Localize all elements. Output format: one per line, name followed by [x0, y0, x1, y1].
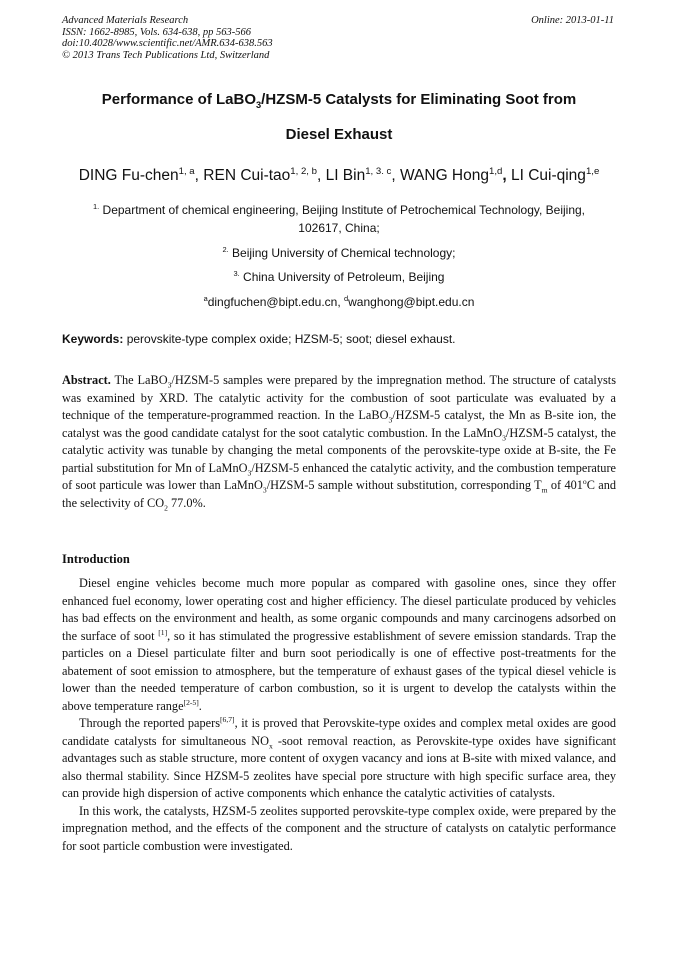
journal-name: Advanced Materials Research — [62, 15, 189, 26]
abstract: Abstract. The LaBO$_3$/HZSM-5 samples were prepared by the impregnation method. The structure of catalysts was examined by XRD. The catalytic activity for the combustion of soot particulate was evaluated by a technique of the temperature-programmed reaction. In the LaBO$_3$/HZSM-5 catalyst, the Mn as B-site ion, the catalyst was the good candidate catalyst for the soot catalytic combustion. In the LaMnO$_3$/HZSM-5 catalyst, the catalytic activity was tunable by changing the metal components of the perovskite-type oxide at B-site, the Fe partial substitution for Mn of LaMnO$_3$/HZSM-5 enhanced the catalytic activity, and the combustion temperature of soot particule was lower than LaMnO$_3$/HZSM-5 sample without substitution, corresponding $T_m$ of 401$^o$C and the selectivity of $CO_2$ 77.0%. — [62, 373, 617, 512]
online-date: Online: 2013-01-11 — [531, 15, 614, 26]
author: DING Fu-chen$^{1, a}$ — [78, 165, 195, 184]
author-list: DING Fu-chen$^{1, a}$, REN Cui-tao$^{1, 2, b}$, LI Bin$^{1, 3. c}$, WANG Hong$^{1,d}$, LI Cui-qing$^{1,e}$ — [78, 165, 600, 184]
section-heading-introduction: Introduction — [62, 552, 130, 566]
abstract-label: Abstract. — [62, 373, 111, 387]
email-link[interactable]: wanghong@bipt.edu.cn — [348, 295, 475, 309]
paragraph: Through the reported papers[6,7], it is proved that Perovskite-type oxides and complex metal oxides are good candidate catalysts for simultaneous $NO_x$ -soot removal reaction, as Perovskite-type oxides have significant advantages such as stable structure, more content of oxygen vacancy and ions at B-site with mixed valance, and also thermal stability. Since HZSM-5 zeolites have special pore structure with high specific surface area, they can provide high dispersion of active components which enhance the catalytic activities of catalysts. — [62, 714, 617, 800]
author: LI Bin$^{1, 3. c}$ — [325, 165, 392, 184]
author-emails: $^a$dingfuchen@bipt.edu.cn, $^d$wanghong@bipt.edu.cn — [203, 294, 475, 309]
author: REN Cui-tao$^{1, 2, b}$ — [203, 165, 317, 184]
email-link[interactable]: dingfuchen@bipt.edu.cn — [207, 295, 338, 309]
copyright-line: © 2013 Trans Tech Publications Ltd, Switzerland — [62, 49, 270, 61]
author: LI Cui-qing$^{1,e}$ — [510, 165, 600, 184]
paper-title-line2: Diesel Exhaust — [285, 126, 393, 143]
author: WANG Hong$^{1,d}$ — [399, 165, 503, 184]
paragraph: In this work, the catalysts, HZSM-5 zeolites supported perovskite-type complex oxide, were prepared by the impregnation method, and the effects of the component and the structure of catalysts on catalytic performance for soot particle combustion were investigated. — [62, 803, 616, 853]
paragraph: Diesel engine vehicles become much more popular as compared with gasoline ones, since they offer enhanced fuel economy, lower operating cost and higher efficiency. The diesel particulate produced by vehicles has bad effects on the environment and health, as some organic compounds and many carcinogens adsorbed on the surface of soot [1], so it has stimulated the progressive establishment of severe emission standards. Trap the particles on a Diesel particulate filter and burn soot periodically is one of effective post-treatments for the abatement of soot emission to atmosphere, but the temperature of exhaust gases of the typical diesel vehicle is lower than the needed temperature of carbon combustion, so it is urgent to develop the catalysts within the above temperature range[2-5]. — [62, 576, 616, 713]
citation: [2-5] — [183, 697, 199, 707]
citation: [6,7] — [220, 714, 235, 724]
running-header — [62, 15, 273, 61]
citation: [1] — [158, 627, 168, 637]
issn-line: ISSN: 1662-8985, Vols. 634-638, pp 563-566 — [62, 26, 251, 38]
keywords-text: perovskite-type complex oxide; HZSM-5; soot; diesel exhaust. — [123, 332, 456, 346]
keywords — [62, 331, 616, 347]
doi-line: doi:10.4028/www.scientific.net/AMR.634-638.563 — [62, 38, 273, 50]
introduction-body — [62, 575, 616, 855]
affiliation-1: $^{1.}$ Department of chemical engineering, Beijing Institute of Petrochemical Technology, Beijing, 102617, China; — [92, 202, 586, 235]
paper-title-line1: Performance of LaBO$_3$/HZSM-5 Catalysts for Eliminating Soot from — [101, 91, 577, 110]
affiliation-2: $^{2.}$ Beijing University of Chemical technology; — [222, 245, 456, 260]
affiliation-3: $^{3.}$ China University of Petroleum, Beijing — [233, 269, 445, 284]
keywords-label: Keywords: — [62, 332, 124, 346]
